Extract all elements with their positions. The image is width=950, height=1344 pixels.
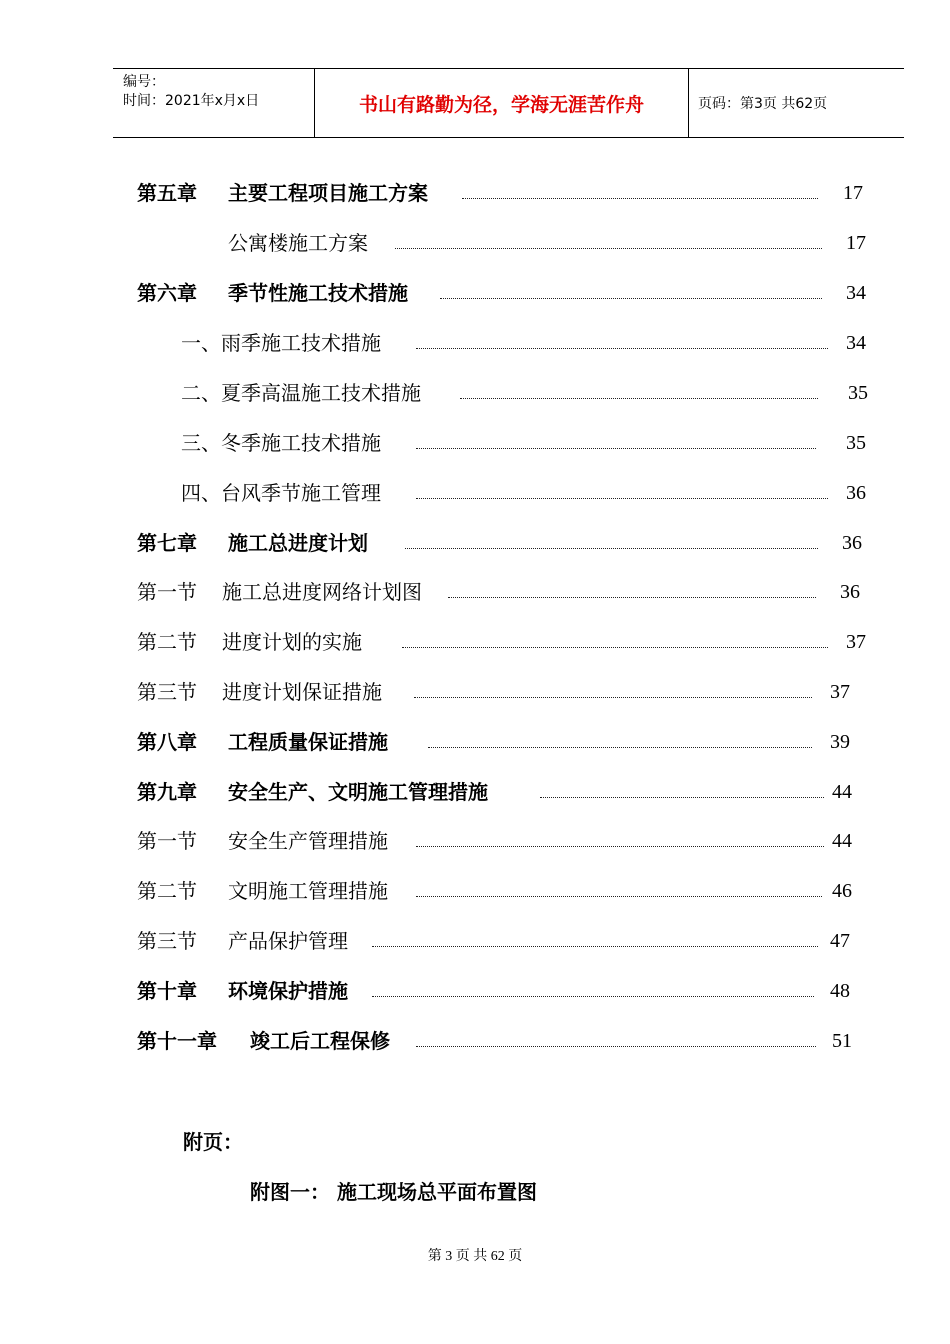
toc-leader-dots (372, 996, 814, 997)
toc-title: 竣工后工程保修 (250, 1029, 390, 1053)
toc-entry[interactable] (0, 577, 950, 607)
toc-chapter-label: 第九章 (137, 780, 197, 804)
toc-entry[interactable] (0, 378, 950, 408)
toc-entry[interactable] (0, 826, 950, 856)
toc-chapter-label: 第六章 (137, 281, 197, 305)
toc-title: 安全生产、文明施工管理措施 (228, 780, 488, 804)
header-meta (113, 69, 315, 137)
toc-title: 环境保护措施 (228, 979, 348, 1003)
toc-page-number: 17 (843, 182, 863, 204)
toc-entry[interactable] (0, 328, 950, 358)
toc-entry[interactable] (0, 777, 950, 807)
toc-leader-dots (416, 348, 828, 349)
toc-chapter-label: 第十一章 (137, 1029, 217, 1053)
toc-title: 文明施工管理措施 (228, 879, 388, 903)
toc-entry[interactable] (0, 876, 950, 906)
toc-leader-dots (460, 398, 818, 399)
toc-leader-dots (428, 747, 812, 748)
toc-title: 主要工程项目施工方案 (228, 181, 428, 205)
toc-leader-dots (395, 248, 822, 249)
appendix-heading: 附页： (183, 1130, 243, 1154)
toc-title: 施工总进度网络计划图 (222, 580, 422, 604)
toc-entry[interactable] (0, 428, 950, 458)
toc-entry[interactable] (0, 976, 950, 1006)
toc-chapter-label: 第八章 (137, 730, 197, 754)
toc-page-number: 34 (846, 282, 866, 304)
toc-page-number: 35 (848, 382, 868, 404)
toc-title: 工程质量保证措施 (228, 730, 388, 754)
time-label: 时间：2021年x月x日 (123, 93, 260, 109)
toc-title: 季节性施工技术措施 (228, 281, 408, 305)
toc-title: 安全生产管理措施 (228, 829, 388, 853)
toc-leader-dots (416, 896, 822, 897)
page-footer: 第 3 页 共 62 页 (427, 1249, 523, 1264)
page-header (113, 68, 904, 138)
toc-page-number: 36 (846, 482, 866, 504)
toc-title: 公寓楼施工方案 (228, 231, 368, 255)
number-label: 编号： (123, 74, 165, 90)
toc-chapter-label: 第二节 (137, 630, 197, 654)
toc-leader-dots (416, 448, 816, 449)
toc-title: 一、雨季施工技术措施 (181, 331, 381, 355)
toc-leader-dots (405, 548, 818, 549)
toc-chapter-label: 第二节 (137, 879, 197, 903)
toc-entry[interactable] (0, 228, 950, 258)
toc-page-number: 36 (840, 581, 860, 603)
toc-leader-dots (416, 846, 824, 847)
toc-title: 进度计划保证措施 (222, 680, 382, 704)
toc-page-number: 47 (830, 930, 850, 952)
toc-entry[interactable] (0, 278, 950, 308)
toc-entry[interactable] (0, 727, 950, 757)
toc-leader-dots (402, 647, 828, 648)
toc-title: 二、夏季高温施工技术措施 (181, 381, 421, 405)
toc-title: 施工总进度计划 (228, 531, 368, 555)
toc-title: 产品保护管理 (228, 929, 348, 953)
toc-page-number: 51 (832, 1030, 852, 1052)
toc-page-number: 39 (830, 731, 850, 753)
toc-leader-dots (416, 1046, 816, 1047)
toc-entry[interactable] (0, 528, 950, 558)
toc-entry[interactable] (0, 627, 950, 657)
toc-entry[interactable] (0, 1026, 950, 1056)
toc-leader-dots (414, 697, 812, 698)
toc-chapter-label: 第三节 (137, 680, 197, 704)
toc-title: 四、台风季节施工管理 (181, 481, 381, 505)
toc-leader-dots (440, 298, 822, 299)
toc-page-number: 35 (846, 432, 866, 454)
toc-entry[interactable] (0, 677, 950, 707)
toc-leader-dots (416, 498, 828, 499)
toc-entry[interactable] (0, 178, 950, 208)
toc-chapter-label: 第五章 (137, 181, 197, 205)
toc-page-number: 17 (846, 232, 866, 254)
toc-leader-dots (540, 797, 824, 798)
toc-title: 三、冬季施工技术措施 (181, 431, 381, 455)
toc-chapter-label: 第七章 (137, 531, 197, 555)
toc-entry[interactable] (0, 926, 950, 956)
toc-page-number: 37 (846, 631, 866, 653)
toc-chapter-label: 第三节 (137, 929, 197, 953)
header-page-info: 页码：第3页 共62页 (698, 96, 828, 112)
toc-chapter-label: 第一节 (137, 580, 197, 604)
toc-leader-dots (448, 597, 816, 598)
toc-page-number: 44 (832, 830, 852, 852)
toc-page-number: 34 (846, 332, 866, 354)
toc-page-number: 46 (832, 880, 852, 902)
toc-chapter-label: 第一节 (137, 829, 197, 853)
toc-leader-dots (462, 198, 818, 199)
toc-entry[interactable] (0, 478, 950, 508)
toc-page-number: 37 (830, 681, 850, 703)
header-motto: 书山有路勤为径，学海无涯苦作舟 (315, 69, 689, 137)
toc-chapter-label: 第十章 (137, 979, 197, 1003)
toc-title: 进度计划的实施 (222, 630, 362, 654)
appendix-item: 附图一： 施工现场总平面布置图 (250, 1180, 537, 1204)
toc-leader-dots (372, 946, 818, 947)
toc-page-number: 36 (842, 532, 862, 554)
toc-page-number: 44 (832, 781, 852, 803)
toc-page-number: 48 (830, 980, 850, 1002)
